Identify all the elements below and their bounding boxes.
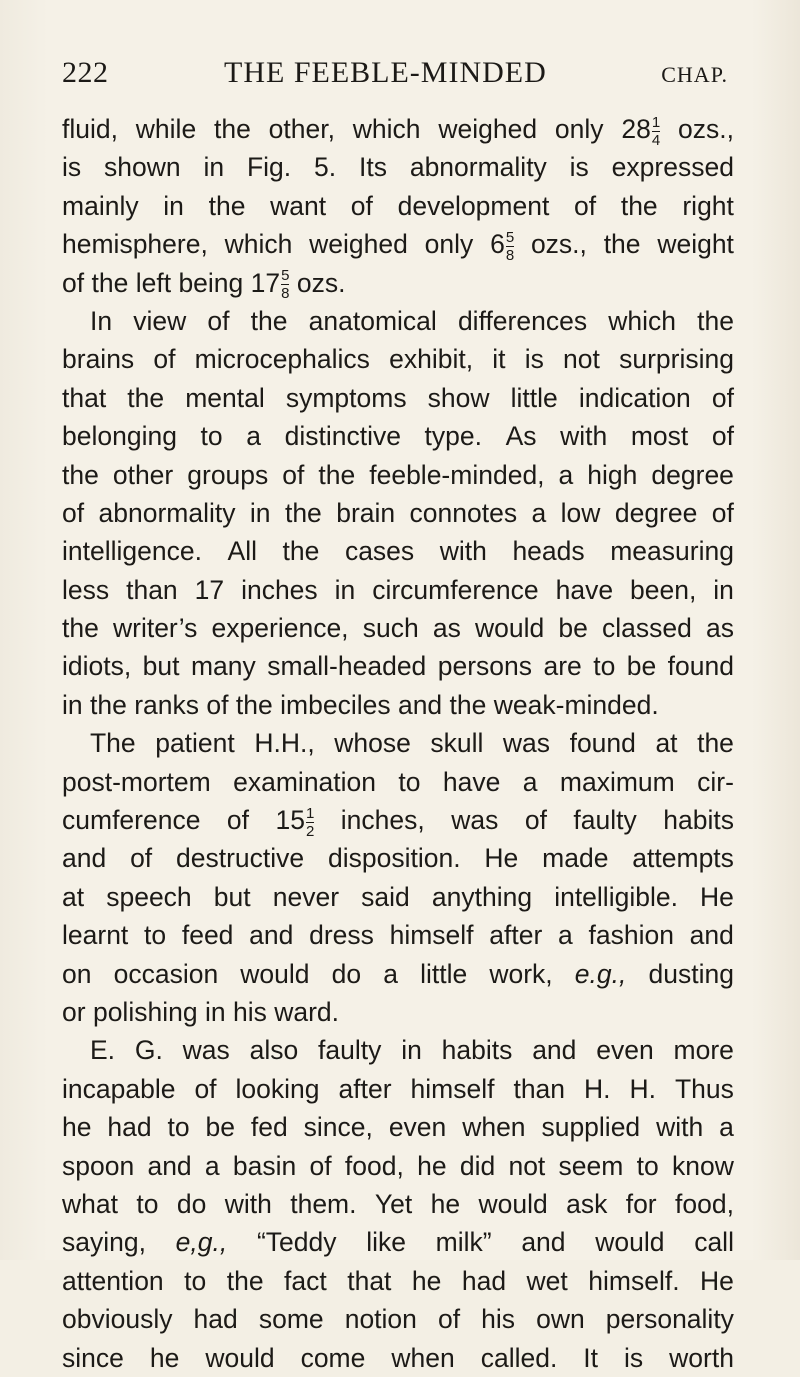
text-line: In view of the anatomical differences which the <box>90 305 734 336</box>
fraction: $\frac{1}{2}$ <box>305 804 315 840</box>
text-line: mainly in the want of development of the right <box>62 190 734 221</box>
text-line: on occasion would do a little work, e.g., dusting <box>62 958 734 989</box>
text-line: fluid, while the other, which weighed only 28 $\frac{1}{4}$ ozs., <box>62 113 734 149</box>
text-line: what to do with them. Yet he would ask for food, <box>62 1188 734 1219</box>
text-line: brains of microcephalics exhibit, it is not surprising <box>62 344 734 375</box>
text-line: the writer’s experience, such as would be classed as <box>62 613 734 644</box>
text-line: since he would come when called. It is worth <box>62 1342 734 1373</box>
text-line: cumference of 15 $\frac{1}{2}$ inches, was of faulty habits <box>62 804 734 840</box>
text-line: that the mental symptoms show little indication of <box>62 382 734 413</box>
text-line: intelligence. All the cases with heads measuring <box>62 536 734 567</box>
text-line: is shown in Fig. 5. Its abnormality is expressed <box>62 152 734 183</box>
text-line: attention to the fact that he had wet himself. He <box>62 1265 734 1296</box>
text-line: belonging to a distinctive type. As with most of <box>62 421 734 452</box>
text-line: the other groups of the feeble-minded, a high degree <box>62 459 734 490</box>
text-line: spoon and a basin of food, he did not seem to know <box>62 1150 734 1181</box>
text-line: saying, e,g., “Teddy like milk” and would call <box>62 1227 734 1258</box>
text-line: incapable of looking after himself than H. H. Thus <box>62 1073 734 1104</box>
body-text <box>62 110 734 1377</box>
running-head <box>62 56 728 100</box>
text-line: The patient H.H., whose skull was found at the <box>90 728 734 759</box>
text-line: post-mortem examination to have a maximum cir- <box>62 766 734 797</box>
text-line: hemisphere, which weighed only 6 $\frac{5}{8}$ ozs., the weight <box>62 228 734 264</box>
book-title: THE FEEBLE-MINDED <box>224 56 547 89</box>
text-line: or polishing in his ward. <box>62 996 340 1027</box>
page-number: 222 <box>62 56 109 89</box>
text-line: learnt to feed and dress himself after a fashion and <box>62 920 734 951</box>
text-line: less than 17 inches in circumference have been, in <box>62 574 734 605</box>
text-line: obviously had some notion of his own personality <box>62 1304 734 1335</box>
text-line: of abnormality in the brain connotes a low degree of <box>62 497 734 528</box>
text-line: at speech but never said anything intelligible. He <box>62 881 734 912</box>
fraction: $\frac{5}{8}$ <box>281 267 290 303</box>
fraction: $\frac{1}{4}$ <box>651 113 661 149</box>
text-line: and of destructive disposition. He made attempts <box>62 843 734 874</box>
chapter-label: CHAP. <box>661 62 728 87</box>
text-line: idiots, but many small-headed persons are to be found <box>62 651 734 682</box>
text-line: he had to be fed since, even when supplied with a <box>62 1112 734 1143</box>
fraction: $\frac{5}{8}$ <box>505 228 515 264</box>
text-line: E. G. was also faulty in habits and even more <box>90 1035 734 1066</box>
text-line: in the ranks of the imbeciles and the weak-minded. <box>62 689 659 720</box>
text-line: of the left being 17 $\frac{5}{8}$ ozs. <box>62 267 346 303</box>
